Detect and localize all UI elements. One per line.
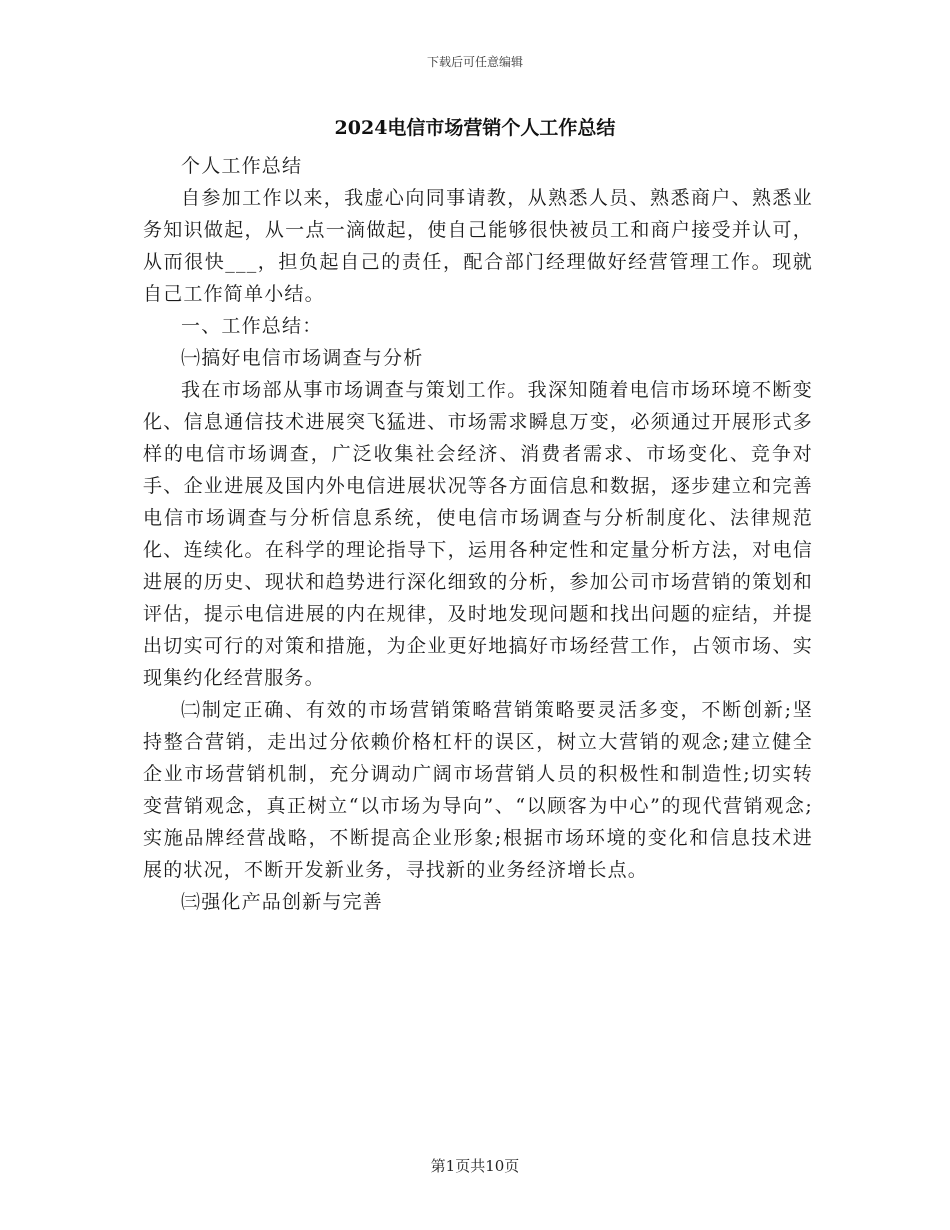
paragraph-subheading-1: ㈠搞好电信市场调查与分析 (181, 347, 424, 369)
paragraph-section-one-heading: 一、工作总结： (181, 315, 323, 337)
page-footer-page-number: 第1页共10页 (430, 1157, 520, 1175)
paragraph-subheading-3: ㈢强化产品创新与完善 (181, 891, 384, 913)
paragraph-market-research: 我在市场部从事市场调查与策划工作。我深知随着电信市场环境不断变化、信息通信技术进展突飞猛进、市场需求瞬息万变，必须通过开展形式多样的电信市场调查，广泛收集社会经济、消费者需求、市场变化、竞争对手、企业进展及国内外电信进展状况等各方面信息和数据，逐步建立和完善电信市场调查与分析信息系统，使电信市场调查与分析制度化、法律规范化、连续化。在科学的理论指导下，运用各种定性和定量分析方法，对电信进展的历史、现状和趋势进行深化细致的分析，参加公司市场营销的策划和评估，提示电信进展的内在规律，及时地发现问题和找出问题的症结，并提出切实可行的对策和措施，为企业更好地搞好市场经营工作，占领市场、实现集约化经营服务。 (143, 379, 813, 689)
page-header-note: 下载后可任意编辑 (426, 55, 523, 69)
paragraph-heading-summary: 个人工作总结 (181, 155, 303, 177)
paragraph-marketing-strategy: ㈡制定正确、有效的市场营销策略营销策略要灵活多变，不断创新;坚持整合营销，走出过分依赖价格杠杆的误区，树立大营销的观念;建立健全企业市场营销机制，充分调动广阔市场营销人员的积极性和制造性;切实转变营销观念，真正树立“以市场为导向”、“以顾客为中心”的现代营销观念;实施品牌经营战略，不断提高企业形象;根据市场环境的变化和信息技术进展的状况，不断开发新业务，寻找新的业务经济增长点。 (143, 699, 813, 881)
document-body (143, 150, 813, 918)
paragraph-intro: 自参加工作以来，我虚心向同事请教，从熟悉人员、熟悉商户、熟悉业务知识做起，从一点一滴做起，使自己能够很快被员工和商户接受并认可，从而很快___，担负起自己的责任，配合部门经理做好经营管理工作。现就自己工作简单小结。 (143, 187, 813, 305)
document-title: 2024电信市场营销个人工作总结 (334, 117, 616, 139)
